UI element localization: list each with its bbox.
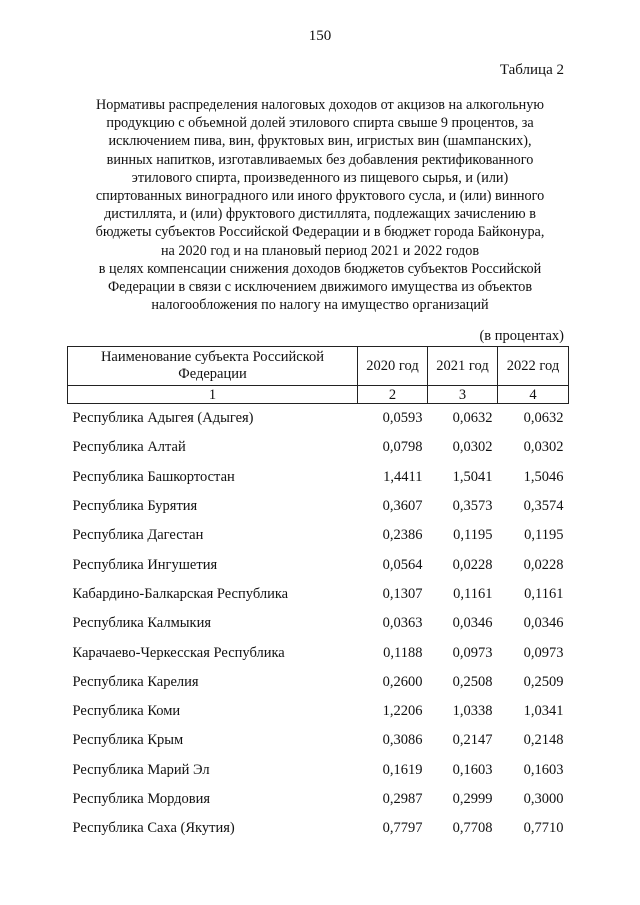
- value-2020-cell: 1,4411: [383, 468, 423, 485]
- value-2020-cell: 0,2987: [382, 791, 423, 807]
- value-2020-cell: 1,2206: [382, 703, 423, 720]
- value-2020-cell: 0,2600: [382, 673, 423, 690]
- title-line: дистиллята, и (или) фруктового дистиллята, подлежащих зачислению в: [104, 206, 536, 223]
- title-line: винных напитков, изготавливаемых без добавления ректификованного: [106, 151, 534, 168]
- table-row: [68, 609, 569, 638]
- value-2021-cell: 1,0338: [452, 703, 493, 720]
- title-line: налогообложения по налогу на имущество организаций: [151, 297, 489, 314]
- value-2022-cell: 0,2509: [523, 673, 564, 690]
- value-2021-cell: 0,1195: [453, 527, 493, 544]
- title-line: Федерации в связи с исключением движимого имущества из объектов: [107, 279, 533, 296]
- value-2021-cell: 0,0346: [452, 615, 493, 632]
- value-2022-cell: 0,0632: [523, 410, 564, 427]
- units-note: (в процентах): [479, 328, 564, 344]
- header-2020: 2020 год: [358, 347, 428, 386]
- region-name-cell: Карачаево-Черкесская Республика: [72, 644, 285, 661]
- value-2022-cell: 0,3574: [523, 498, 564, 515]
- value-2020-cell: 0,0564: [382, 556, 423, 573]
- column-number: 3: [428, 386, 498, 404]
- column-number-row: [68, 386, 569, 404]
- table-row: [68, 550, 569, 579]
- value-2020-cell: 0,3607: [382, 498, 423, 515]
- column-number: 1: [68, 386, 358, 404]
- value-2022-cell: 0,2148: [523, 732, 564, 749]
- region-name-cell: Республика Марий Эл: [72, 761, 210, 778]
- table-body: [68, 404, 569, 844]
- region-name-cell: Республика Алтай: [72, 439, 186, 456]
- value-2021-cell: 0,2147: [452, 732, 493, 749]
- value-2022-cell: 1,5046: [523, 468, 564, 485]
- value-2021-cell: 0,2508: [452, 673, 493, 690]
- region-name-cell: Республика Дагестан: [72, 527, 204, 544]
- region-name-cell: Республика Бурятия: [72, 498, 198, 515]
- table-row: [68, 404, 569, 434]
- value-2021-cell: 0,0228: [452, 556, 493, 573]
- value-2020-cell: 0,2386: [382, 527, 423, 544]
- region-name-cell: Республика Карелия: [72, 673, 199, 690]
- table-row: [68, 492, 569, 521]
- value-2021-cell: 0,1161: [453, 585, 493, 602]
- title-line: исключением пива, вин, фруктовых вин, игристых вин (шампанских),: [108, 133, 532, 150]
- value-2020-cell: 0,1307: [382, 585, 423, 602]
- region-name-cell: Республика Калмыкия: [72, 615, 211, 632]
- value-2022-cell: 1,0341: [523, 703, 564, 720]
- value-2021-cell: 0,0632: [452, 410, 493, 427]
- value-2022-cell: 0,0973: [523, 644, 564, 661]
- table-row: [68, 668, 569, 697]
- value-2020-cell: 0,1619: [382, 761, 423, 778]
- value-2022-cell: 0,0302: [523, 439, 564, 456]
- page-number: 150: [308, 28, 332, 44]
- region-name-cell: Республика Ингушетия: [72, 556, 218, 573]
- table-row: [68, 580, 569, 609]
- title-line: спиртованных виноградного или иного фруктового сусла, и (или) винного: [95, 188, 545, 205]
- region-name-cell: Республика Адыгея (Адыгея): [72, 410, 254, 427]
- region-name-cell: Республика Саха (Якутия): [72, 820, 235, 837]
- table-row: [68, 697, 569, 726]
- value-2021-cell: 0,1603: [452, 761, 493, 778]
- value-2022-cell: 0,3000: [523, 791, 564, 807]
- table-row: [68, 638, 569, 667]
- document-title: [70, 96, 570, 314]
- region-name-cell: Республика Коми: [72, 703, 181, 720]
- table-row: [68, 814, 569, 843]
- value-2020-cell: 0,7797: [382, 820, 423, 837]
- column-number: 2: [358, 386, 428, 404]
- table-row: [68, 726, 569, 755]
- value-2020-cell: 0,0363: [382, 615, 423, 632]
- value-2021-cell: 1,5041: [452, 468, 493, 485]
- value-2021-cell: 0,0302: [452, 439, 493, 456]
- value-2021-cell: 0,3573: [452, 498, 493, 515]
- title-line: продукцию с объемной долей этилового спирта свыше 9 процентов, за: [106, 115, 534, 132]
- value-2021-cell: 0,2999: [452, 791, 493, 807]
- value-2020-cell: 0,0798: [382, 439, 423, 456]
- value-2020-cell: 0,3086: [382, 732, 423, 749]
- header-2022: 2022 год: [498, 347, 569, 386]
- value-2022-cell: 0,0346: [523, 615, 564, 632]
- title-line: бюджеты субъектов Российской Федерации и в бюджет города Байконура,: [95, 224, 545, 241]
- title-line: в целях компенсации снижения доходов бюджетов субъектов Российской: [98, 260, 542, 277]
- title-line: Нормативы распределения налоговых доходов от акцизов на алкогольную: [96, 97, 544, 113]
- value-2022-cell: 0,1603: [523, 761, 564, 778]
- table-header-row: [68, 347, 569, 386]
- value-2021-cell: 0,7708: [452, 820, 493, 837]
- value-2022-cell: 0,1161: [524, 585, 564, 602]
- column-number: 4: [498, 386, 569, 404]
- title-line: этилового спирта, произведенного из пищевого сырья, и (или): [131, 169, 509, 186]
- value-2022-cell: 0,1195: [524, 527, 564, 544]
- table-row: [68, 463, 569, 492]
- region-name-cell: Республика Крым: [72, 732, 184, 749]
- header-region-name: Наименование субъекта Российской Федерации: [68, 347, 358, 386]
- region-name-cell: Республика Башкортостан: [72, 468, 235, 485]
- value-2022-cell: 0,7710: [523, 820, 564, 837]
- value-2022-cell: 0,0228: [523, 556, 564, 573]
- title-line: на 2020 год и на плановый период 2021 и 2022 годов: [160, 242, 480, 259]
- region-name-cell: Республика Мордовия: [72, 791, 211, 807]
- table-row: [68, 433, 569, 462]
- table-label: Таблица 2: [499, 62, 564, 78]
- header-2021: 2021 год: [428, 347, 498, 386]
- region-name-cell: Кабардино-Балкарская Республика: [72, 585, 289, 602]
- value-2021-cell: 0,0973: [452, 644, 493, 661]
- table-row: [68, 756, 569, 785]
- table-row: [68, 785, 569, 814]
- table-row: [68, 521, 569, 550]
- value-2020-cell: 0,1188: [383, 644, 423, 661]
- tax-distribution-table: [67, 346, 569, 843]
- value-2020-cell: 0,0593: [382, 410, 423, 427]
